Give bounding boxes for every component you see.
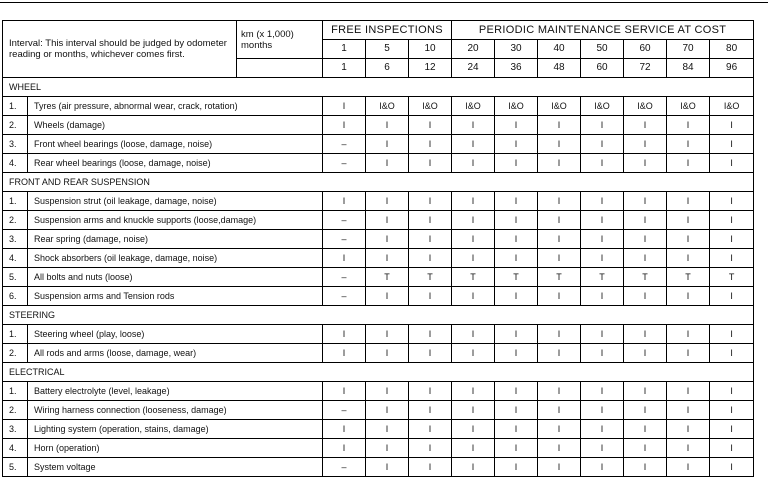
service-mark: – — [323, 268, 366, 287]
km-value: 1 — [323, 40, 366, 59]
service-mark: I — [538, 382, 581, 401]
section-header-row — [3, 78, 754, 97]
month-value: 60 — [581, 59, 624, 78]
service-mark: I&O — [667, 97, 710, 116]
service-mark: I — [581, 249, 624, 268]
item-description: Steering wheel (play, loose) — [28, 325, 323, 344]
service-mark: I&O — [495, 97, 538, 116]
unit-km: km (x 1,000) — [241, 28, 294, 40]
service-mark: I — [710, 344, 754, 363]
table-row — [3, 344, 754, 363]
service-mark: I — [624, 230, 667, 249]
section-header-row — [3, 306, 754, 325]
table-row — [3, 211, 754, 230]
service-mark: I — [409, 154, 452, 173]
km-value: 50 — [581, 40, 624, 59]
header-row-groups — [3, 21, 754, 40]
service-mark: I — [495, 458, 538, 477]
service-mark: I — [366, 458, 409, 477]
service-mark: I — [667, 344, 710, 363]
service-mark: I — [581, 192, 624, 211]
service-mark: I — [624, 325, 667, 344]
service-mark: I — [538, 287, 581, 306]
item-description: Suspension arms and Tension rods — [28, 287, 323, 306]
service-mark: I — [624, 420, 667, 439]
service-mark: I — [366, 135, 409, 154]
item-number: 4. — [3, 249, 28, 268]
service-mark: I&O — [624, 97, 667, 116]
service-mark: I — [667, 211, 710, 230]
service-mark: I — [452, 458, 495, 477]
service-mark: I — [624, 287, 667, 306]
service-mark: I — [624, 249, 667, 268]
month-value: 6 — [366, 59, 409, 78]
service-mark: I — [710, 382, 754, 401]
item-number: 5. — [3, 458, 28, 477]
km-value: 40 — [538, 40, 581, 59]
km-value: 20 — [452, 40, 495, 59]
service-mark: I — [624, 192, 667, 211]
service-mark: I — [323, 249, 366, 268]
service-mark: I — [452, 230, 495, 249]
service-mark: I — [667, 230, 710, 249]
service-mark: I — [538, 439, 581, 458]
service-mark: I — [538, 116, 581, 135]
item-description: Tyres (air pressure, abnormal wear, crack, rotation) — [28, 97, 323, 116]
item-number: 1. — [3, 192, 28, 211]
service-mark: I — [452, 287, 495, 306]
service-mark: I — [366, 382, 409, 401]
service-mark: I — [667, 116, 710, 135]
service-mark: I — [667, 192, 710, 211]
service-mark: I — [710, 230, 754, 249]
service-mark: I — [710, 192, 754, 211]
service-mark: I — [409, 135, 452, 154]
service-mark: I — [366, 325, 409, 344]
service-mark: I — [323, 344, 366, 363]
table-row — [3, 230, 754, 249]
service-mark: I — [710, 439, 754, 458]
service-mark: I — [624, 382, 667, 401]
service-mark: I — [624, 211, 667, 230]
service-mark: I&O — [409, 97, 452, 116]
service-mark: I — [538, 401, 581, 420]
item-description: Shock absorbers (oil leakage, damage, noise) — [28, 249, 323, 268]
service-mark: I — [710, 420, 754, 439]
months-row-spacer — [237, 59, 323, 78]
item-description: Wiring harness connection (looseness, damage) — [28, 401, 323, 420]
item-number: 5. — [3, 268, 28, 287]
service-mark: I — [366, 211, 409, 230]
table-row — [3, 439, 754, 458]
unit-months: months — [241, 39, 273, 51]
service-mark: I — [452, 344, 495, 363]
item-number: 1. — [3, 382, 28, 401]
service-mark: I&O — [452, 97, 495, 116]
service-mark: I — [495, 154, 538, 173]
service-mark: I — [323, 97, 366, 116]
service-mark: I — [495, 230, 538, 249]
km-value: 5 — [366, 40, 409, 59]
service-mark: I — [495, 287, 538, 306]
table-row — [3, 401, 754, 420]
item-number: 6. — [3, 287, 28, 306]
section-title: STEERING — [3, 306, 754, 325]
km-value: 70 — [667, 40, 710, 59]
service-mark: I — [624, 458, 667, 477]
service-mark: I — [538, 230, 581, 249]
service-mark: I — [323, 439, 366, 458]
service-mark: I — [409, 420, 452, 439]
km-value: 30 — [495, 40, 538, 59]
service-mark: I — [581, 287, 624, 306]
service-mark: I — [667, 439, 710, 458]
service-mark: I — [667, 382, 710, 401]
month-value: 96 — [710, 59, 754, 78]
service-mark: I — [409, 458, 452, 477]
service-mark: T — [452, 268, 495, 287]
item-number: 4. — [3, 439, 28, 458]
service-mark: I — [581, 154, 624, 173]
section-header-row — [3, 363, 754, 382]
service-mark: I — [495, 439, 538, 458]
service-mark: T — [409, 268, 452, 287]
service-mark: I — [366, 154, 409, 173]
section-title: WHEEL — [3, 78, 754, 97]
item-description: Rear spring (damage, noise) — [28, 230, 323, 249]
month-value: 12 — [409, 59, 452, 78]
service-mark: I — [581, 116, 624, 135]
item-description: All bolts and nuts (loose) — [28, 268, 323, 287]
service-mark: I — [667, 154, 710, 173]
service-mark: I — [710, 135, 754, 154]
free-inspections-header: FREE INSPECTIONS — [323, 21, 452, 40]
service-mark: – — [323, 154, 366, 173]
month-value: 84 — [667, 59, 710, 78]
service-mark: T — [495, 268, 538, 287]
month-value: 36 — [495, 59, 538, 78]
item-number: 4. — [3, 154, 28, 173]
service-mark: – — [323, 458, 366, 477]
section-title: FRONT AND REAR SUSPENSION — [3, 173, 754, 192]
service-mark: I — [323, 325, 366, 344]
service-mark: I — [667, 325, 710, 344]
service-mark: I — [409, 287, 452, 306]
table-row — [3, 249, 754, 268]
service-mark: I — [581, 230, 624, 249]
service-mark: I — [366, 230, 409, 249]
service-mark: I — [538, 344, 581, 363]
item-number: 1. — [3, 97, 28, 116]
service-mark: – — [323, 230, 366, 249]
service-mark: I — [538, 420, 581, 439]
service-mark: I — [538, 154, 581, 173]
service-mark: I — [667, 458, 710, 477]
service-mark: I — [366, 401, 409, 420]
service-mark: – — [323, 135, 366, 154]
item-number: 3. — [3, 420, 28, 439]
service-mark: I — [495, 325, 538, 344]
service-mark: I — [538, 135, 581, 154]
unit-label — [237, 21, 323, 59]
service-mark: I — [495, 344, 538, 363]
service-mark: – — [323, 287, 366, 306]
service-mark: I — [409, 401, 452, 420]
service-mark: I — [495, 116, 538, 135]
service-mark: I — [581, 325, 624, 344]
service-mark: I — [323, 192, 366, 211]
service-mark: I — [409, 439, 452, 458]
service-mark: I — [452, 135, 495, 154]
service-mark: – — [323, 401, 366, 420]
service-mark: T — [624, 268, 667, 287]
service-mark: I — [409, 249, 452, 268]
month-value: 24 — [452, 59, 495, 78]
month-value: 72 — [624, 59, 667, 78]
schedule-body — [3, 21, 754, 477]
item-description: Lighting system (operation, stains, damage) — [28, 420, 323, 439]
section-title: ELECTRICAL — [3, 363, 754, 382]
service-mark: I — [323, 116, 366, 135]
service-mark: T — [538, 268, 581, 287]
maintenance-schedule-table — [2, 20, 754, 477]
service-mark: I — [409, 382, 452, 401]
service-mark: I — [624, 401, 667, 420]
service-mark: I — [452, 154, 495, 173]
service-mark: I — [452, 401, 495, 420]
service-mark: I — [710, 287, 754, 306]
service-mark: I — [710, 401, 754, 420]
service-mark: I — [495, 249, 538, 268]
service-mark: I — [538, 325, 581, 344]
service-mark: I — [452, 382, 495, 401]
service-mark: I — [538, 458, 581, 477]
service-mark: I — [452, 211, 495, 230]
service-mark: I&O — [710, 97, 754, 116]
table-row — [3, 97, 754, 116]
service-mark: I — [409, 192, 452, 211]
table-row — [3, 135, 754, 154]
service-mark: I — [581, 439, 624, 458]
service-mark: I — [366, 287, 409, 306]
service-mark: I — [710, 211, 754, 230]
item-number: 1. — [3, 325, 28, 344]
service-mark: I — [366, 439, 409, 458]
table-row — [3, 268, 754, 287]
service-mark: I — [323, 420, 366, 439]
service-mark: I — [581, 344, 624, 363]
service-mark: I — [624, 135, 667, 154]
periodic-service-header: PERIODIC MAINTENANCE SERVICE AT COST — [452, 21, 754, 40]
service-mark: I — [409, 344, 452, 363]
service-mark: I — [624, 154, 667, 173]
service-mark: I — [409, 211, 452, 230]
service-mark: I — [495, 401, 538, 420]
item-number: 2. — [3, 211, 28, 230]
service-mark: T — [667, 268, 710, 287]
table-row — [3, 382, 754, 401]
table-row — [3, 192, 754, 211]
km-value: 60 — [624, 40, 667, 59]
service-mark: I — [667, 401, 710, 420]
table-row — [3, 116, 754, 135]
service-mark: I — [409, 116, 452, 135]
item-description: Suspension strut (oil leakage, damage, noise) — [28, 192, 323, 211]
km-value: 80 — [710, 40, 754, 59]
service-mark: I — [495, 420, 538, 439]
service-mark: I — [495, 135, 538, 154]
service-mark: I — [366, 249, 409, 268]
item-number: 3. — [3, 135, 28, 154]
service-mark: I — [366, 192, 409, 211]
service-mark: – — [323, 211, 366, 230]
service-mark: I — [581, 211, 624, 230]
item-description: Horn (operation) — [28, 439, 323, 458]
month-value: 1 — [323, 59, 366, 78]
item-description: Wheels (damage) — [28, 116, 323, 135]
interval-note: Interval: This interval should be judged by odometer reading or months, whichever comes first. — [3, 21, 237, 78]
service-mark: I — [710, 325, 754, 344]
service-mark: I&O — [581, 97, 624, 116]
table-row — [3, 287, 754, 306]
service-mark: T — [710, 268, 754, 287]
item-description: Battery electrolyte (level, leakage) — [28, 382, 323, 401]
service-mark: I — [581, 135, 624, 154]
item-description: Front wheel bearings (loose, damage, noise) — [28, 135, 323, 154]
service-mark: I — [495, 192, 538, 211]
service-mark: I — [495, 382, 538, 401]
item-number: 2. — [3, 116, 28, 135]
table-row — [3, 154, 754, 173]
table-row — [3, 325, 754, 344]
service-mark: I — [452, 420, 495, 439]
section-header-row — [3, 173, 754, 192]
service-mark: I — [323, 382, 366, 401]
service-mark: I — [366, 420, 409, 439]
service-mark: I — [538, 211, 581, 230]
service-mark: I — [710, 154, 754, 173]
item-description: All rods and arms (loose, damage, wear) — [28, 344, 323, 363]
service-mark: I — [667, 249, 710, 268]
service-mark: I — [538, 249, 581, 268]
service-mark: I — [624, 116, 667, 135]
service-mark: I — [495, 211, 538, 230]
service-mark: I — [366, 116, 409, 135]
item-description: Rear wheel bearings (loose, damage, noise) — [28, 154, 323, 173]
service-mark: I — [366, 344, 409, 363]
item-number: 3. — [3, 230, 28, 249]
service-mark: I — [452, 249, 495, 268]
service-mark: I — [452, 116, 495, 135]
service-mark: I — [452, 439, 495, 458]
service-mark: I — [581, 401, 624, 420]
item-description: Suspension arms and knuckle supports (loose,damage) — [28, 211, 323, 230]
service-mark: I — [710, 458, 754, 477]
service-mark: I — [409, 325, 452, 344]
service-mark: I — [581, 382, 624, 401]
service-mark: I — [667, 135, 710, 154]
service-mark: I — [538, 192, 581, 211]
service-mark: I — [581, 458, 624, 477]
service-mark: I — [710, 116, 754, 135]
service-mark: I — [624, 344, 667, 363]
service-mark: I&O — [538, 97, 581, 116]
table-row — [3, 458, 754, 477]
service-mark: I — [667, 420, 710, 439]
km-value: 10 — [409, 40, 452, 59]
service-mark: I — [452, 325, 495, 344]
month-value: 48 — [538, 59, 581, 78]
service-mark: T — [581, 268, 624, 287]
item-number: 2. — [3, 401, 28, 420]
service-mark: I — [409, 230, 452, 249]
top-rule — [0, 2, 768, 3]
service-mark: T — [366, 268, 409, 287]
service-mark: I — [624, 439, 667, 458]
service-mark: I&O — [366, 97, 409, 116]
service-mark: I — [667, 287, 710, 306]
item-number: 2. — [3, 344, 28, 363]
item-description: System voltage — [28, 458, 323, 477]
service-mark: I — [710, 249, 754, 268]
service-mark: I — [452, 192, 495, 211]
service-mark: I — [581, 420, 624, 439]
table-row — [3, 420, 754, 439]
